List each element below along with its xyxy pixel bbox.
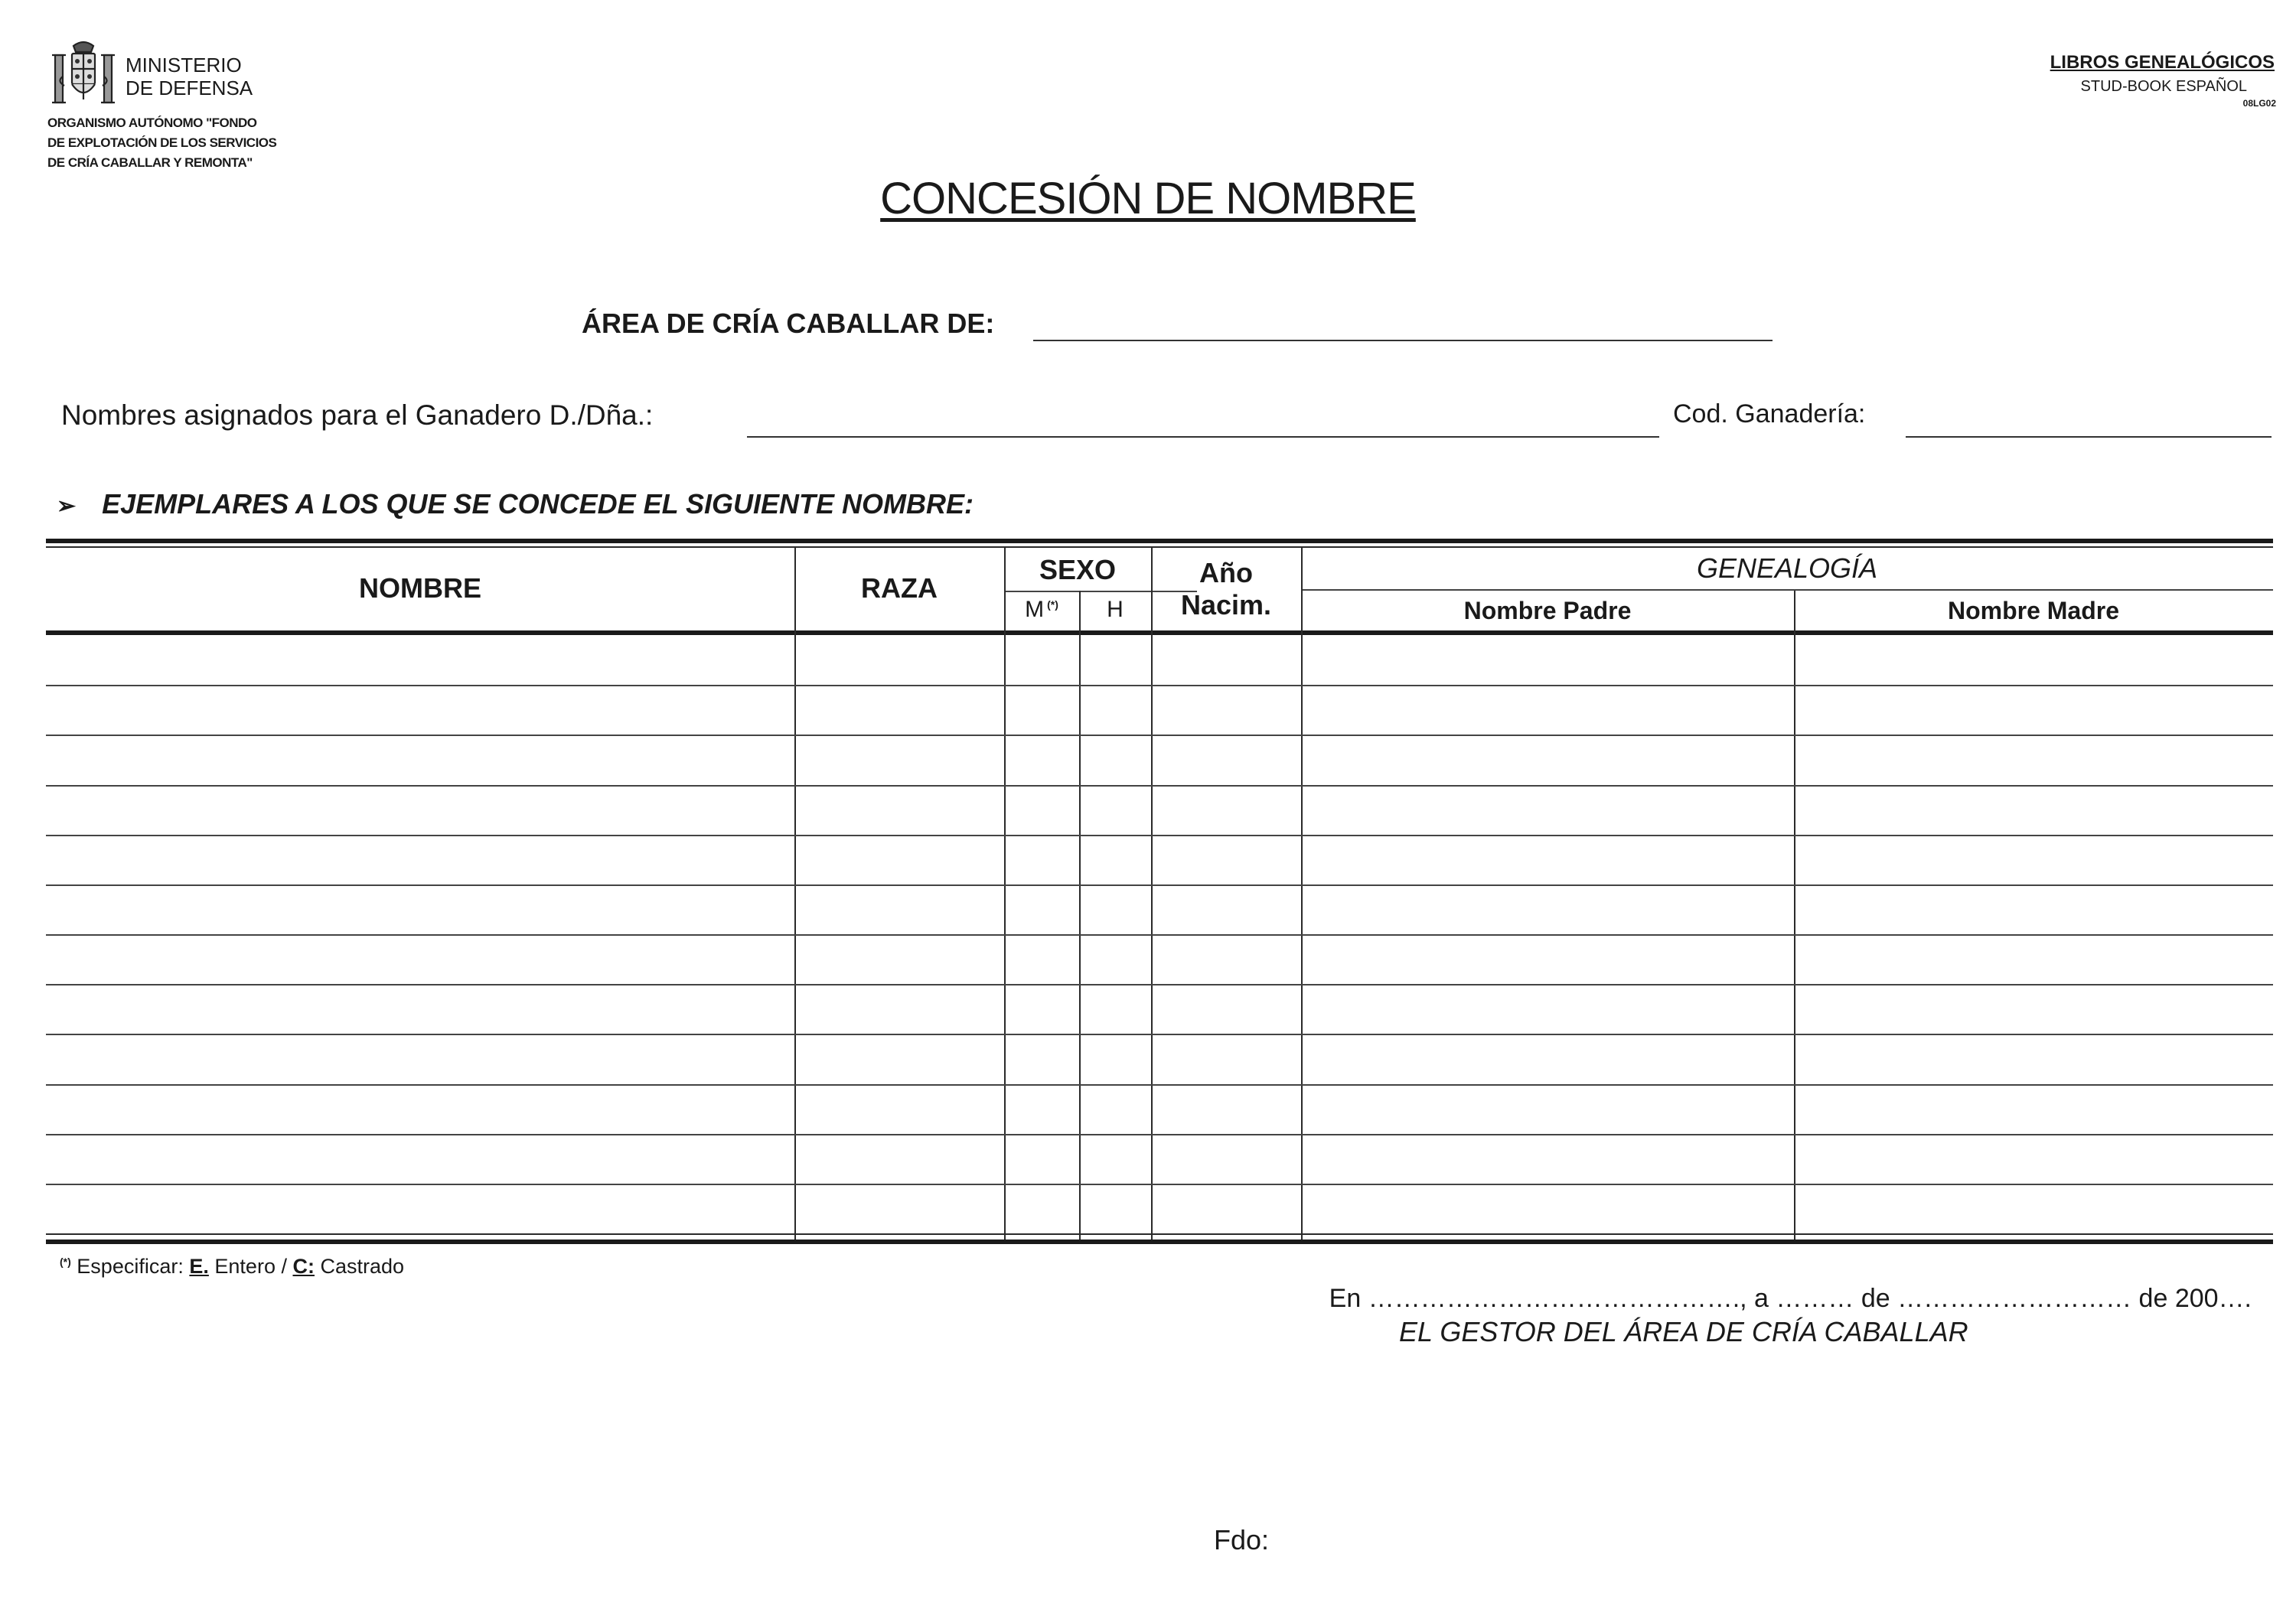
col-divider xyxy=(1301,548,1303,1240)
col-divider xyxy=(794,548,796,1240)
header-ano-line-1: Año xyxy=(1199,557,1253,588)
table-top-rule xyxy=(46,539,2273,543)
footnote-prefix: Especificar: xyxy=(77,1255,184,1278)
table-row-line xyxy=(46,1034,2273,1035)
herd-code-label: Cod. Ganadería: xyxy=(1673,399,1866,428)
header-ano xyxy=(1151,557,1301,621)
table-top-rule-thin xyxy=(46,546,2273,548)
header-m-mark: (*) xyxy=(1047,598,1058,611)
table-header-rule xyxy=(46,630,2273,635)
ministry-name xyxy=(126,54,253,99)
date-line[interactable]: En ……………………………………., a ……… de ……………………… de 200…. xyxy=(1329,1284,2252,1313)
col-divider xyxy=(1151,591,1153,1240)
organism-line-2: DE EXPLOTACIÓN DE LOS SERVICIOS xyxy=(47,135,277,150)
header-m-label: M xyxy=(1025,597,1045,622)
header-nombre: NOMBRE xyxy=(359,572,481,604)
header-sexo: SEXO xyxy=(1039,554,1117,585)
col-divider xyxy=(1004,548,1006,1240)
header-ano-line-2: Nacim. xyxy=(1180,589,1272,621)
table-bottom-rule xyxy=(46,1240,2273,1244)
table-row-line xyxy=(46,785,2273,787)
form-code: 08LG02 xyxy=(2242,98,2276,109)
table-row-line xyxy=(46,735,2273,736)
books-title: LIBROS GENEALÓGICOS xyxy=(2050,52,2275,73)
table-row-line xyxy=(46,1084,2273,1086)
section-heading xyxy=(57,488,974,520)
footnote-mark: (*) xyxy=(60,1256,71,1268)
footnote-c-key: C: xyxy=(292,1255,315,1278)
table-row-line xyxy=(46,1184,2273,1185)
table-row-line xyxy=(46,1134,2273,1135)
table-bottom-rule-thin xyxy=(46,1233,2273,1235)
table-row-line xyxy=(46,884,2273,886)
area-label: ÁREA DE CRÍA CABALLAR DE: xyxy=(582,308,995,339)
arrow-bullet-icon: ➢ xyxy=(57,494,77,519)
header-genealogia: GENEALOGÍA xyxy=(1696,552,1878,584)
signer-title: EL GESTOR DEL ÁREA DE CRÍA CABALLAR xyxy=(1399,1316,1968,1347)
organism-line-1: ORGANISMO AUTÓNOMO "FONDO xyxy=(47,116,257,130)
footnote-e-text: Entero / xyxy=(214,1255,287,1278)
ministry-line-1: MINISTERIO xyxy=(126,54,242,77)
table-row-line xyxy=(46,934,2273,936)
footnote-c-text: Castrado xyxy=(320,1255,405,1278)
header-nombre-padre: Nombre Padre xyxy=(1463,597,1632,624)
table-row-line xyxy=(46,984,2273,985)
col-divider xyxy=(1794,591,1795,1240)
coat-of-arms-icon xyxy=(51,38,116,112)
header-nombre-madre: Nombre Madre xyxy=(1947,597,2120,624)
table-row-line xyxy=(46,685,2273,686)
ministry-line-2: DE DEFENSA xyxy=(126,77,253,99)
specimens-table xyxy=(46,539,2273,1250)
footnote xyxy=(60,1255,404,1279)
organism-line-3: DE CRÍA CABALLAR Y REMONTA" xyxy=(47,155,253,170)
breeder-input-line[interactable] xyxy=(747,436,1659,438)
section-title: EJEMPLARES A LOS QUE SE CONCEDE EL SIGUIENTE NOMBRE: xyxy=(102,488,974,520)
header-m xyxy=(1004,597,1079,623)
page-title: CONCESIÓN DE NOMBRE xyxy=(880,174,1416,223)
footnote-e-key: E. xyxy=(189,1255,209,1278)
header-raza: RAZA xyxy=(861,572,938,604)
header-h: H xyxy=(1107,597,1124,622)
herd-code-input-line[interactable] xyxy=(1906,436,2272,438)
signature-label: Fdo: xyxy=(1214,1524,1270,1556)
stud-book-label: STUD-BOOK ESPAÑOL xyxy=(2080,78,2247,95)
genealogia-sub-rule xyxy=(1301,589,2273,591)
organism-name xyxy=(47,113,276,173)
table-row-line xyxy=(46,835,2273,836)
area-input-line[interactable] xyxy=(1033,340,1773,341)
breeder-label: Nombres asignados para el Ganadero D./Dña.: xyxy=(61,399,654,431)
col-divider xyxy=(1079,591,1081,1240)
